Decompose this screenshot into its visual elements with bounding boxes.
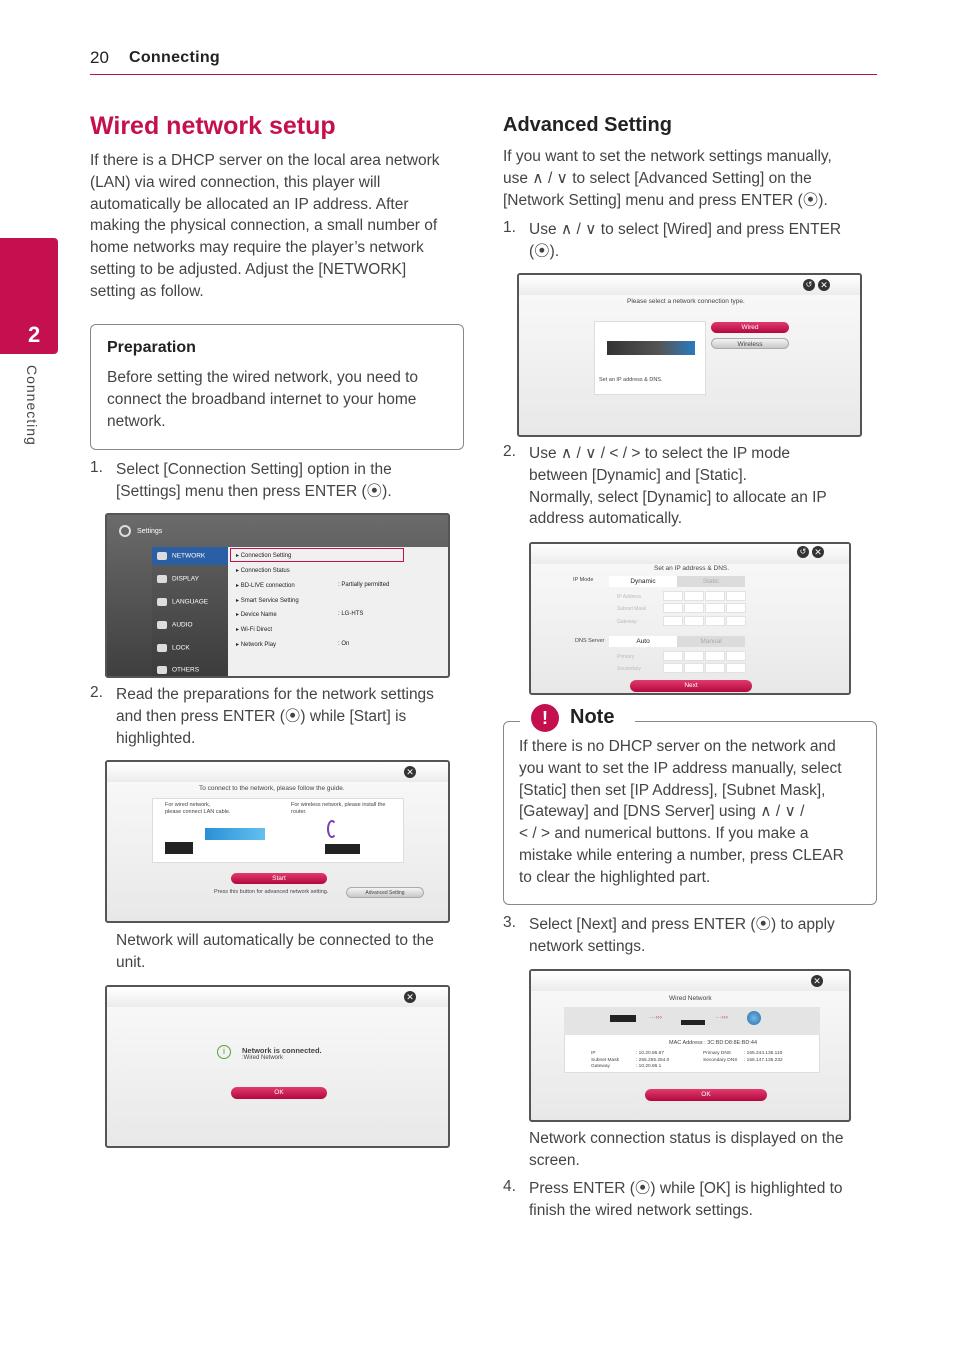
page-number: 20 [90,48,109,67]
step-number: 2. [90,684,103,701]
setting-item[interactable]: ▸ Device Name [236,612,277,618]
display-icon [157,575,167,583]
settings-title: Settings [137,528,163,535]
dns-field[interactable] [705,663,725,673]
dns-field[interactable] [663,651,683,661]
network-status-screen [529,969,851,1122]
back-icon[interactable]: ↺ [803,279,815,291]
ip-field[interactable] [726,591,746,601]
setting-item[interactable]: ▸ Network Play [236,642,277,648]
subnet-field[interactable] [705,603,725,613]
ip-heading: Set an IP address & DNS. [654,565,730,572]
preparation-text: Before setting the wired network, you need to connect the broadband internet to your home network. [107,369,419,430]
gateway-label: Gateway [617,619,637,625]
chapter-number: 2 [28,322,41,347]
type-heading: Please select a network connection type. [627,298,745,305]
ok-button[interactable]: OK [645,1089,767,1101]
manual-tab[interactable]: Manual [677,636,745,647]
language-icon [157,598,167,606]
lan-cable-icon [607,341,695,355]
ip-labels: IP Subnet Mask Gateway [591,1051,619,1069]
connected-message: Network is connected. [242,1046,322,1055]
info-icon: i [217,1045,231,1059]
globe-icon [157,552,167,560]
step-2-text: Read the preparations for the network settings and then press ENTER (⦿) while [Start] is highlighted. [116,686,434,747]
close-icon[interactable]: ✕ [818,279,830,291]
menu-item-display[interactable]: DISPLAY [157,575,199,583]
ip-field[interactable] [705,591,725,601]
page-title: Wired network setup [90,112,336,140]
section-heading: Advanced Setting [503,114,672,136]
settings-items [228,547,450,678]
settings-menu [152,547,228,678]
dns-server-label: DNS Server [575,638,605,644]
step-number: 1. [503,219,516,236]
adv-step-1-text: Use ∧ / ∨ to select [Wired] and press ENTER (⦿). [529,221,842,260]
auto-connect-text: Network will automatically be connected to the unit. [116,932,434,971]
advanced-intro: If you want to set the network settings manually, use ∧ / ∨ to select [Advanced Setting] on the [Network Setting] menu and press ENTER (⦿). [503,148,832,209]
gateway-field[interactable] [705,616,725,626]
adv-step-4-text: Press ENTER (⦿) while [OK] is highlighted to finish the wired network settings. [529,1180,843,1219]
menu-item-language[interactable]: LANGUAGE [157,598,208,606]
subnet-mask-label: Subnet Mask [617,606,647,612]
chapter-label: Connecting [24,365,40,446]
router-icon [325,844,360,854]
step-number: 4. [503,1178,516,1195]
wireless-button[interactable]: Wireless [711,338,789,349]
step-number: 2. [503,443,516,460]
auto-tab[interactable]: Auto [609,636,677,647]
dns-field[interactable] [726,651,746,661]
arrow-icon: ···››› [715,1014,728,1021]
ip-field[interactable] [663,591,683,601]
dns-field[interactable] [684,651,704,661]
step-1-text: Select [Connection Setting] option in the [Settings] menu then press ENTER (⦿). [116,461,392,500]
subnet-field[interactable] [663,603,683,613]
network-guide-screen [105,760,450,923]
connection-type-screen [517,273,862,437]
back-icon[interactable]: ↺ [797,546,809,558]
wireless-hint: For wireless network, please install the router. [291,802,386,815]
step-number: 1. [90,459,103,476]
adv-step-2-text: Use ∧ / ∨ / < / > to select the IP mode between [Dynamic] and [Static]. Normally, select [Dynamic] to allocate an IP address automatically. [529,445,827,528]
status-heading: Wired Network [669,995,712,1002]
guide-heading: To connect to the network, please follow the guide. [199,785,345,792]
step-number: 3. [503,914,516,931]
subnet-field[interactable] [684,603,704,613]
wifi-icon [327,820,337,838]
type-panel [594,321,706,395]
ip-address-label: IP Address [617,594,642,600]
close-icon[interactable]: ✕ [404,766,416,778]
start-button[interactable]: Start [231,873,327,884]
gateway-field[interactable] [726,616,746,626]
connection-setting-highlight [230,548,404,562]
setting-value: : Partially permitted [338,582,390,588]
exclamation-icon: ! [531,704,559,732]
wired-button[interactable]: Wired [711,322,789,333]
audio-icon [157,621,167,629]
advanced-hint: Press this button for advanced network setting. [214,889,329,895]
player-icon [610,1015,636,1022]
dns-field[interactable] [663,663,683,673]
status-text: Network connection status is displayed on the screen. [529,1130,844,1169]
setting-value: : On [338,641,350,647]
note-title: Note [570,706,615,728]
setting-value: : LG-HTS [338,611,364,617]
ip-values: : 10.20.86.67 : 255.255.254.0 : 10.20.86.1 [636,1051,670,1069]
connected-screen [105,985,450,1148]
ip-settings-screen [529,542,851,695]
dns-values: : 165.244.135.110 : 156.147.135.232 [744,1051,783,1063]
next-button[interactable]: Next [630,680,752,692]
adv-step-3-text: Select [Next] and press ENTER (⦿) to apply network settings. [529,916,835,955]
close-icon[interactable]: ✕ [404,991,416,1003]
router-icon [681,1011,705,1025]
lock-icon [157,644,167,652]
menu-item-network[interactable]: NETWORK [157,552,205,560]
advanced-setting-button[interactable]: Advanced Setting [346,887,424,898]
preparation-box [90,324,464,450]
preparation-title: Preparation [107,339,196,356]
settings-screen [105,513,450,678]
dns-labels: Primary DNS Secondary DNS [703,1051,738,1063]
intro-paragraph: If there is a DHCP server on the local area network (LAN) via wired connection, this player will automatically be allocated an IP address. After making the physical connection, a small number of home networks may require the player’s network setting to be adjusted. Adjust the [NETWORK] setting as follow. [90,152,440,300]
dns-field[interactable] [684,663,704,673]
gear-icon [119,525,131,537]
header-rule [90,74,877,75]
gateway-field[interactable] [663,616,683,626]
globe-icon [747,1011,761,1025]
subnet-field[interactable] [726,603,746,613]
setting-item[interactable]: ▸ BD-LIVE connection [236,583,295,589]
setting-item[interactable]: ▸ Wi-Fi Direct [236,627,273,633]
secondary-dns-label: Secondary [617,666,641,672]
section-title: Connecting [129,49,220,66]
dns-field[interactable] [705,651,725,661]
dns-field[interactable] [726,663,746,673]
gateway-field[interactable] [684,616,704,626]
arrow-icon: ···››› [649,1014,662,1021]
player-icon [165,842,193,854]
setting-item[interactable]: ▸ Connection Status [236,568,290,574]
others-icon [157,666,167,674]
menu-item-others[interactable]: OTHERS [157,666,199,674]
setting-item[interactable]: ▸ Smart Service Setting [236,598,299,604]
primary-dns-label: Primary [617,654,635,660]
menu-item-audio[interactable]: AUDIO [157,621,193,629]
menu-item-lock[interactable]: LOCK [157,644,190,652]
note-text: If there is no DHCP server on the network and you want to set the IP address manually, select [Static] then set [IP Address], [Subnet Mask], [Gateway] and [DNS Server] using ∧ / ∨ / < / > and numerical buttons. If you make a mistake while entering a number, press CLEAR to clear the highlighted part. [519,738,844,886]
setting-item[interactable]: ▸ Connection Setting [236,553,292,559]
dynamic-tab[interactable]: Dynamic [609,576,677,587]
close-icon[interactable]: ✕ [811,975,823,987]
mac-address: MAC Address : 3C:BD:D8:8E:BD:44 [669,1040,758,1046]
connected-sub: :Wired Network [242,1055,284,1061]
ip-field[interactable] [684,591,704,601]
close-icon[interactable]: ✕ [812,546,824,558]
ok-button[interactable]: OK [231,1087,327,1099]
type-hint: Set an IP address & DNS. [599,377,663,383]
static-tab[interactable]: Static [677,576,745,587]
wired-hint: For wired network, please connect LAN cable. [165,802,231,815]
ip-mode-label: IP Mode [573,577,594,583]
lan-cable-icon [205,828,265,840]
